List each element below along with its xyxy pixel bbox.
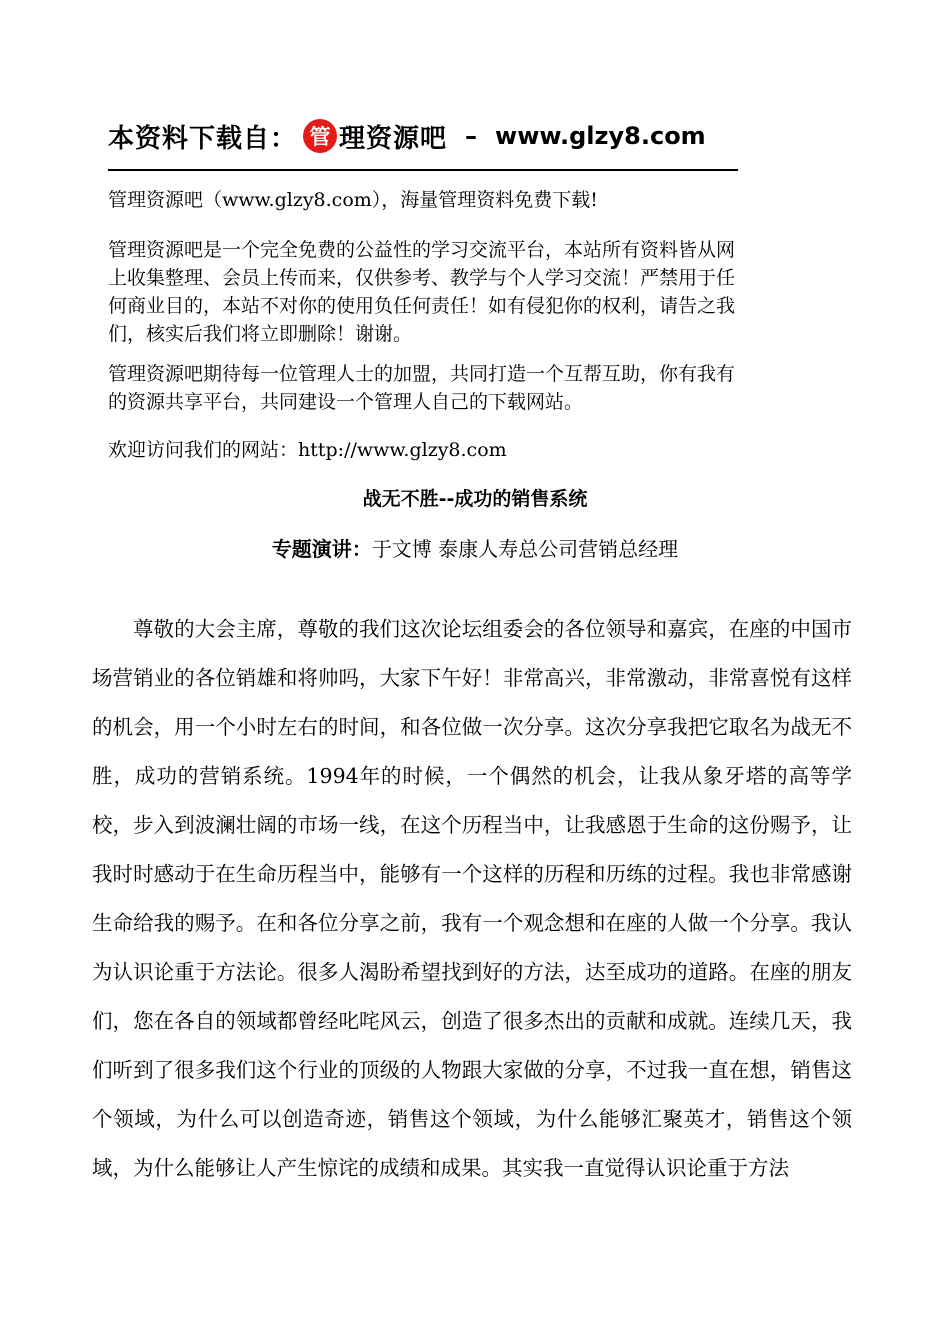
document-title: 战无不胜--成功的销售系统 [362, 488, 588, 510]
banner-divider [108, 169, 738, 171]
site-name-text: 理资源吧 [339, 123, 448, 154]
banner-lead-text: 本资料下载自： [108, 123, 298, 154]
site-url-link[interactable]: www.glzy8.com [495, 122, 706, 150]
site-invitation: 管理资源吧期待每一位管理人士的加盟，共同打造一个互帮互助，你有我有的资源共享平台，共同建设一个管理人自己的下载网站。 [108, 363, 736, 413]
download-source-banner [108, 108, 740, 164]
site-notice-top: 管理资源吧（www.glzy8.com），海量管理资料免费下载! [108, 189, 598, 211]
site-visit-line[interactable]: 欢迎访问我们的网站：http://www.glzy8.com [108, 439, 507, 461]
speech-body-paragraph: 尊敬的大会主席，尊敬的我们这次论坛组委会的各位领导和嘉宾，在座的中国市场营销业的各位销雄和将帅吗，大家下午好！非常高兴，非常激动，非常喜悦有这样的机会，用一个小时左右的时间，和各位做一次分享。这次分享我把它取名为战无不胜，成功的营销系统。1994年的时候，一个偶然的机会，让我从象牙塔的高等学校，步入到波澜壮阔的市场一线，在这个历程当中，让我感恩于生命的这份赐予，让我时时感动于在生命历程当中，能够有一个这样的历程和历练的过程。我也非常感谢生命给我的赐予。在和各位分享之前，我有一个观念想和在座的人做一个分享。我认为认识论重于方法论。很多人渴盼希望找到好的方法，达至成功的道路。在座的朋友们，您在各自的领域都曾经叱咤风云，创造了很多杰出的贡献和成就。连续几天，我们听到了很多我们这个行业的顶级的人物跟大家做的分享，不过我一直在想，销售这个领域，为什么可以创造奇迹，销售这个领域，为什么能够汇聚英才，销售这个领域，为什么能够让人产生惊诧的成绩和成果。其实我一直觉得认识论重于方法 [92, 617, 852, 1180]
speaker-label: 专题演讲： [271, 537, 372, 561]
site-logo-icon: 管 [303, 119, 337, 153]
banner-dash: – [465, 122, 478, 150]
speaker-name: 于文博 泰康人寿总公司营销总经理 [371, 537, 679, 561]
site-disclaimer: 管理资源吧是一个完全免费的公益性的学习交流平台，本站所有资料皆从网上收集整理、会员上传而来，仅供参考、教学与个人学习交流！严禁用于任何商业目的，本站不对你的使用负任何责任！如有侵犯你的权利，请告之我们，核实后我们将立即删除！谢谢。 [108, 239, 736, 345]
speaker-line [0, 534, 950, 565]
